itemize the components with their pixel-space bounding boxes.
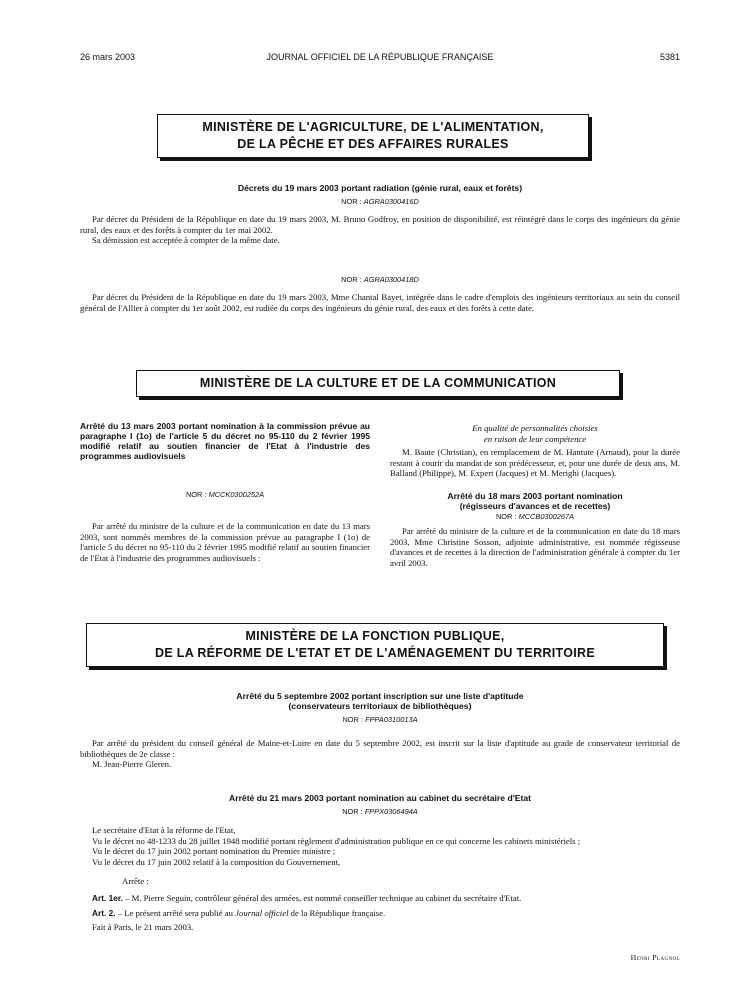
nor-label: NOR : — [342, 807, 365, 816]
article-text: – M. Pierre Seguin, contrôleur général des armées, est nommé conseiller technique au cabinet du secrétaire d'Etat. — [122, 892, 522, 903]
paragraph: M. Baute (Christian), en remplacement de M. Hantute (Arnaud), pour la durée restant à courir du mandat de son prédécesseur, et, pour une durée de deux ans, M. Balland (Philippe), M. Expert (Jacques) et M. Merighi (Jacques). — [390, 447, 680, 479]
ministry-title-line2: DE LA PÊCHE ET DES AFFAIRES RURALES — [237, 137, 509, 151]
decree-body-1 — [80, 214, 680, 246]
paragraph: Par arrêté du ministre de la culture et de la communication en date du 13 mars 2003, sont nommés membres de la commission prévue au paragraphe I (1o) de l'article 5 du décret no 95-110 du 2 février 1995 modifié relatif au soutien financier de l'Etat à l'industrie des programmes audiovisuels : — [80, 521, 370, 563]
article-text-italic: Journal officiel — [235, 907, 289, 918]
title-line1: Arrêté du 5 septembre 2002 portant inscription sur une liste d'aptitude — [236, 691, 524, 701]
paragraph: Par décret du Président de la République en date du 19 mars 2003, M. Bruno Godfroy, en position de disponibilité, est réintégré dans le corps des ingénieurs du génie rural, des eaux et des forêts à compter du 1er mai 2002. — [80, 214, 680, 235]
ministry-title-line1: MINISTÈRE DE L'AGRICULTURE, DE L'ALIMENTATION, — [202, 120, 544, 134]
ministry-box-fonction-publique — [86, 623, 664, 667]
ministry-box-agriculture — [157, 114, 589, 158]
nor-label: NOR : — [185, 490, 209, 499]
paragraph: Par arrêté du président du conseil général de Maine-et-Loire en date du 5 septembre 2002, est inscrit sur la liste d'aptitude au grade de conservateur territorial de bibliothèques de 2e classe : — [80, 738, 680, 759]
article-text: de la République française. — [288, 907, 386, 918]
nor-label: NOR : — [495, 512, 519, 521]
nor-label: NOR : — [341, 275, 364, 284]
arrete-body-regisseurs — [390, 526, 680, 568]
ministry-title-line2: DE LA RÉFORME DE L'ETAT ET DE L'AMÉNAGEMENT DU TERRITOIRE — [155, 646, 595, 660]
nor-label: NOR : — [341, 197, 364, 206]
header-journal-title: JOURNAL OFFICIEL DE LA RÉPUBLIQUE FRANÇAISE — [266, 52, 494, 62]
ministry-box-culture — [136, 370, 620, 397]
nor-code: MCCB0300267A — [518, 512, 575, 521]
nor-code: AGRA0300416D — [363, 197, 419, 206]
title-line1: Arrêté du 18 mars 2003 portant nomination — [447, 491, 623, 501]
decree-title-radiation: Décrets du 19 mars 2003 portant radiation (génie rural, eaux et forêts) — [237, 183, 523, 193]
heading-line1: En qualité de personnalités choisies — [472, 423, 598, 433]
ministry-title-line1: MINISTÈRE DE LA FONCTION PUBLIQUE, — [245, 629, 505, 643]
arrete-title-liste-aptitude — [80, 691, 680, 711]
nomination-list — [390, 447, 680, 479]
nor-label: NOR : — [342, 715, 366, 724]
paragraph: Vu le décret du 17 juin 2002 portant nomination du Premier ministre ; — [92, 846, 336, 857]
title-line2: (conservateurs territoriaux de bibliothèques) — [288, 701, 472, 711]
article-label: Art. 1er. — [92, 892, 123, 903]
paragraph: Vu le décret du 17 juin 2002 relatif à la composition du Gouvernement, — [92, 856, 341, 867]
fait-a-paris: Fait à Paris, le 21 mars 2003. — [92, 922, 194, 933]
paragraph: Le secrétaire d'Etat à la réforme de l'Etat, — [92, 825, 236, 835]
arrete-body-cabinet — [80, 825, 680, 933]
arrete-title-regisseurs — [390, 491, 680, 511]
nor-reference-5 — [80, 715, 680, 724]
arrete-title-commission: Arrêté du 13 mars 2003 portant nomination à la commission prévue au paragraphe I (1o) de l'article 5 du décret no 95-110 du 2 février 1995 modifié relatif au soutien financier de l'Etat à l'industrie des programmes audiovisuels — [80, 421, 370, 461]
paragraph: Par arrêté du ministre de la culture et de la communication en date du 18 mars 2003, Mme Christine Sosson, adjointe administrative, est nommée régisseuse d'avances et de recettes à la direction de l'administration générale à compter du 1er avril 2003. — [390, 526, 680, 568]
nor-reference-4 — [390, 512, 680, 521]
ministry-title-line1: MINISTÈRE DE LA CULTURE ET DE LA COMMUNICATION — [199, 376, 557, 390]
nor-reference-2 — [80, 275, 680, 284]
article-text: – Le présent arrêté sera publié au — [115, 907, 236, 918]
nor-code: FPPX0306494A — [364, 807, 418, 816]
right-column-heading — [390, 423, 680, 444]
nor-reference-3 — [80, 490, 370, 499]
nor-reference-1 — [80, 197, 680, 206]
nor-code: FPPA0310013A — [365, 715, 418, 724]
page-header — [80, 52, 680, 66]
signature: Henri Plagnol — [630, 953, 680, 962]
arrete-body-commission — [80, 521, 370, 563]
arrete-body-liste-aptitude — [80, 738, 680, 770]
nor-code: MCCK0300252A — [208, 490, 265, 499]
decree-body-2 — [80, 292, 680, 313]
article-label: Art. 2. — [92, 907, 116, 918]
nor-code: AGRA0300418D — [363, 275, 419, 284]
header-page-number: 5381 — [659, 52, 680, 62]
article-2 — [80, 908, 680, 919]
paragraph: Sa démission est acceptée à compter de la même date. — [92, 235, 280, 246]
paragraph: M. Jean-Pierre Gleren. — [92, 759, 172, 770]
arrete-title-cabinet: Arrêté du 21 mars 2003 portant nomination au cabinet du secrétaire d'Etat — [229, 793, 531, 803]
nor-reference-6 — [80, 807, 680, 816]
header-date: 26 mars 2003 — [80, 52, 136, 62]
paragraph: Par décret du Président de la République en date du 19 mars 2003, Mme Chantal Bayet, intégrée dans le cadre d'emplois des ingénieurs territoriaux au sein du conseil général de l'Allier à compter du 1er août 2002, est rudiée du corps des ingénieurs du génie rural, des eaux et des forêts à cette date. — [80, 292, 680, 313]
title-line2: (régisseurs d'avances et de recettes) — [459, 501, 611, 511]
heading-line2: en raison de leur compétence — [483, 433, 587, 444]
paragraph: Vu le décret no 48-1233 du 28 juillet 1948 modifié portant règlement d'administration publique en ce qui concerne les cabinets ministériels ; — [92, 835, 581, 846]
arrete-word: Arrête : — [122, 876, 149, 887]
article-1 — [80, 893, 680, 904]
